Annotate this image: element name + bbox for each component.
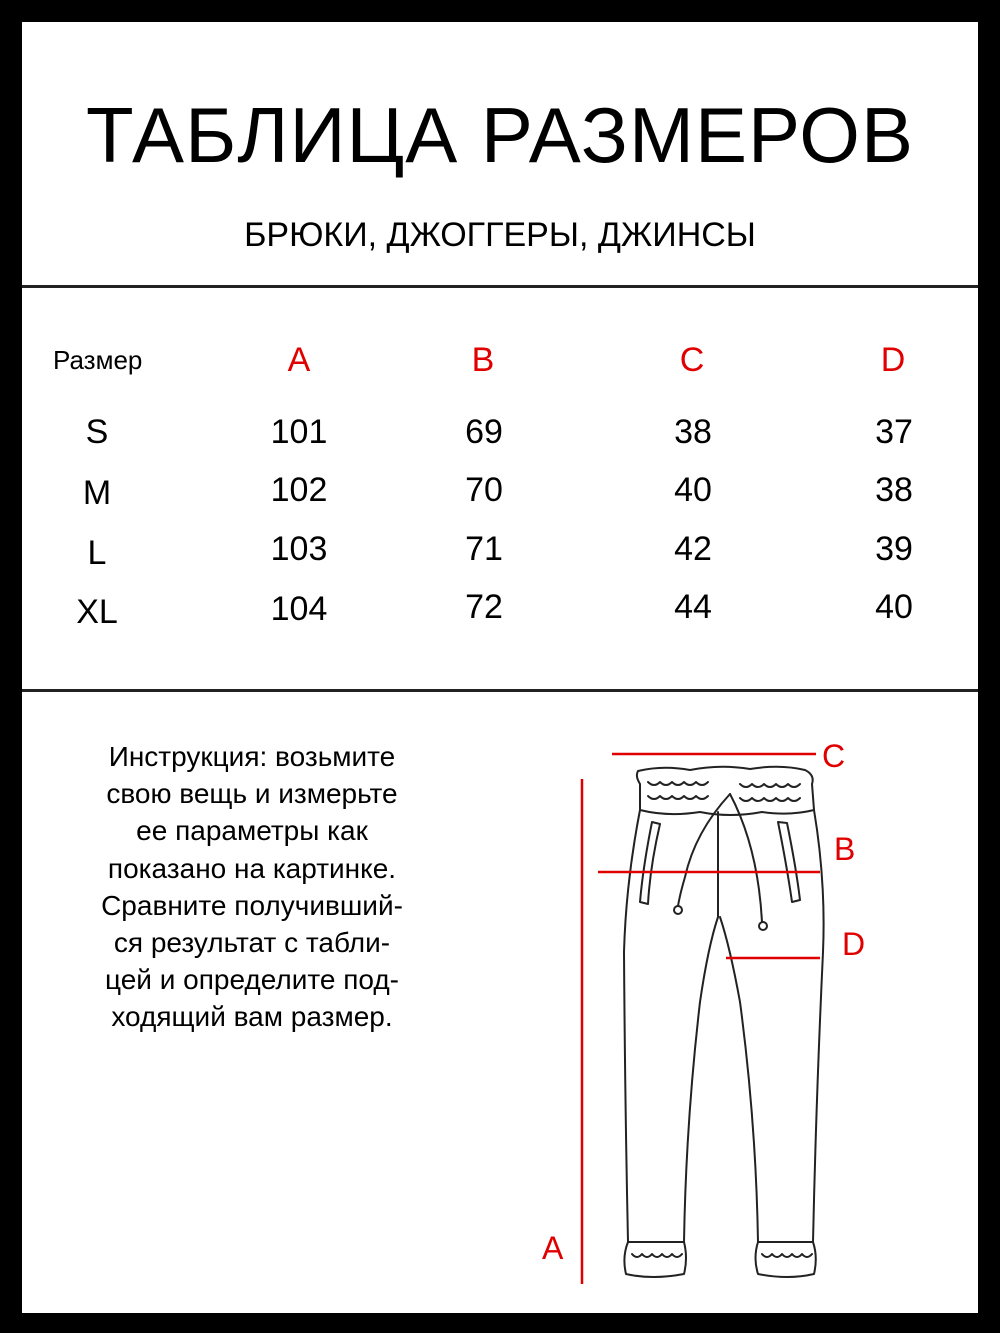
value-c: 38 — [674, 413, 712, 451]
pants-measurement-diagram — [500, 702, 970, 1302]
measure-label-c: C — [822, 738, 846, 774]
instruction-line: ходящий вам размер. — [111, 1001, 393, 1033]
instruction-line: показано на картинке. — [107, 852, 397, 884]
value-a: 101 — [270, 413, 328, 451]
page-title: ТАБЛИЦА РАЗМЕРОВ — [86, 91, 914, 179]
value-c: 40 — [674, 471, 712, 509]
product-subtitle: БРЮКИ, ДЖОГГЕРЫ, ДЖИНСЫ — [244, 216, 756, 254]
instruction-line: цей и определите под- — [105, 964, 399, 996]
size-column-header: Размер — [53, 345, 143, 375]
value-c: 44 — [674, 588, 712, 626]
value-a: 104 — [270, 590, 328, 628]
instruction-line: Инструкция: возьмите — [108, 741, 396, 772]
column-header-a: A — [287, 341, 311, 379]
bottom-divider — [22, 689, 978, 692]
value-d: 37 — [875, 413, 913, 451]
value-d: 39 — [875, 530, 913, 568]
row-size: M — [82, 474, 112, 512]
column-header-c: C — [679, 341, 705, 379]
pants-outline — [624, 767, 824, 1277]
instruction-line: ее параметры как — [136, 815, 368, 847]
instruction-line: Сравните получивший- — [101, 889, 403, 921]
measure-label-b: B — [834, 831, 856, 867]
column-header-b: B — [471, 341, 495, 379]
row-size: S — [85, 413, 109, 451]
size-chart-panel — [22, 22, 978, 1313]
top-divider — [22, 285, 978, 288]
value-c: 42 — [674, 530, 712, 568]
column-header-d: D — [880, 341, 906, 379]
row-size: L — [87, 534, 107, 572]
value-b: 70 — [465, 471, 503, 509]
pants-illustration — [500, 702, 970, 1302]
row-size: XL — [76, 593, 118, 631]
value-a: 102 — [270, 471, 328, 509]
instruction-line: ся результат с табли- — [113, 927, 391, 959]
measure-label-a: A — [542, 1230, 564, 1266]
value-a: 103 — [270, 530, 328, 568]
value-b: 69 — [465, 413, 503, 451]
value-b: 72 — [465, 588, 503, 626]
value-d: 38 — [875, 471, 913, 509]
value-b: 71 — [465, 530, 503, 568]
instruction-line: свою вещь и измерьте — [106, 778, 398, 810]
measurement-instructions — [62, 738, 442, 1036]
value-d: 40 — [875, 588, 913, 626]
measure-label-d: D — [842, 926, 866, 962]
